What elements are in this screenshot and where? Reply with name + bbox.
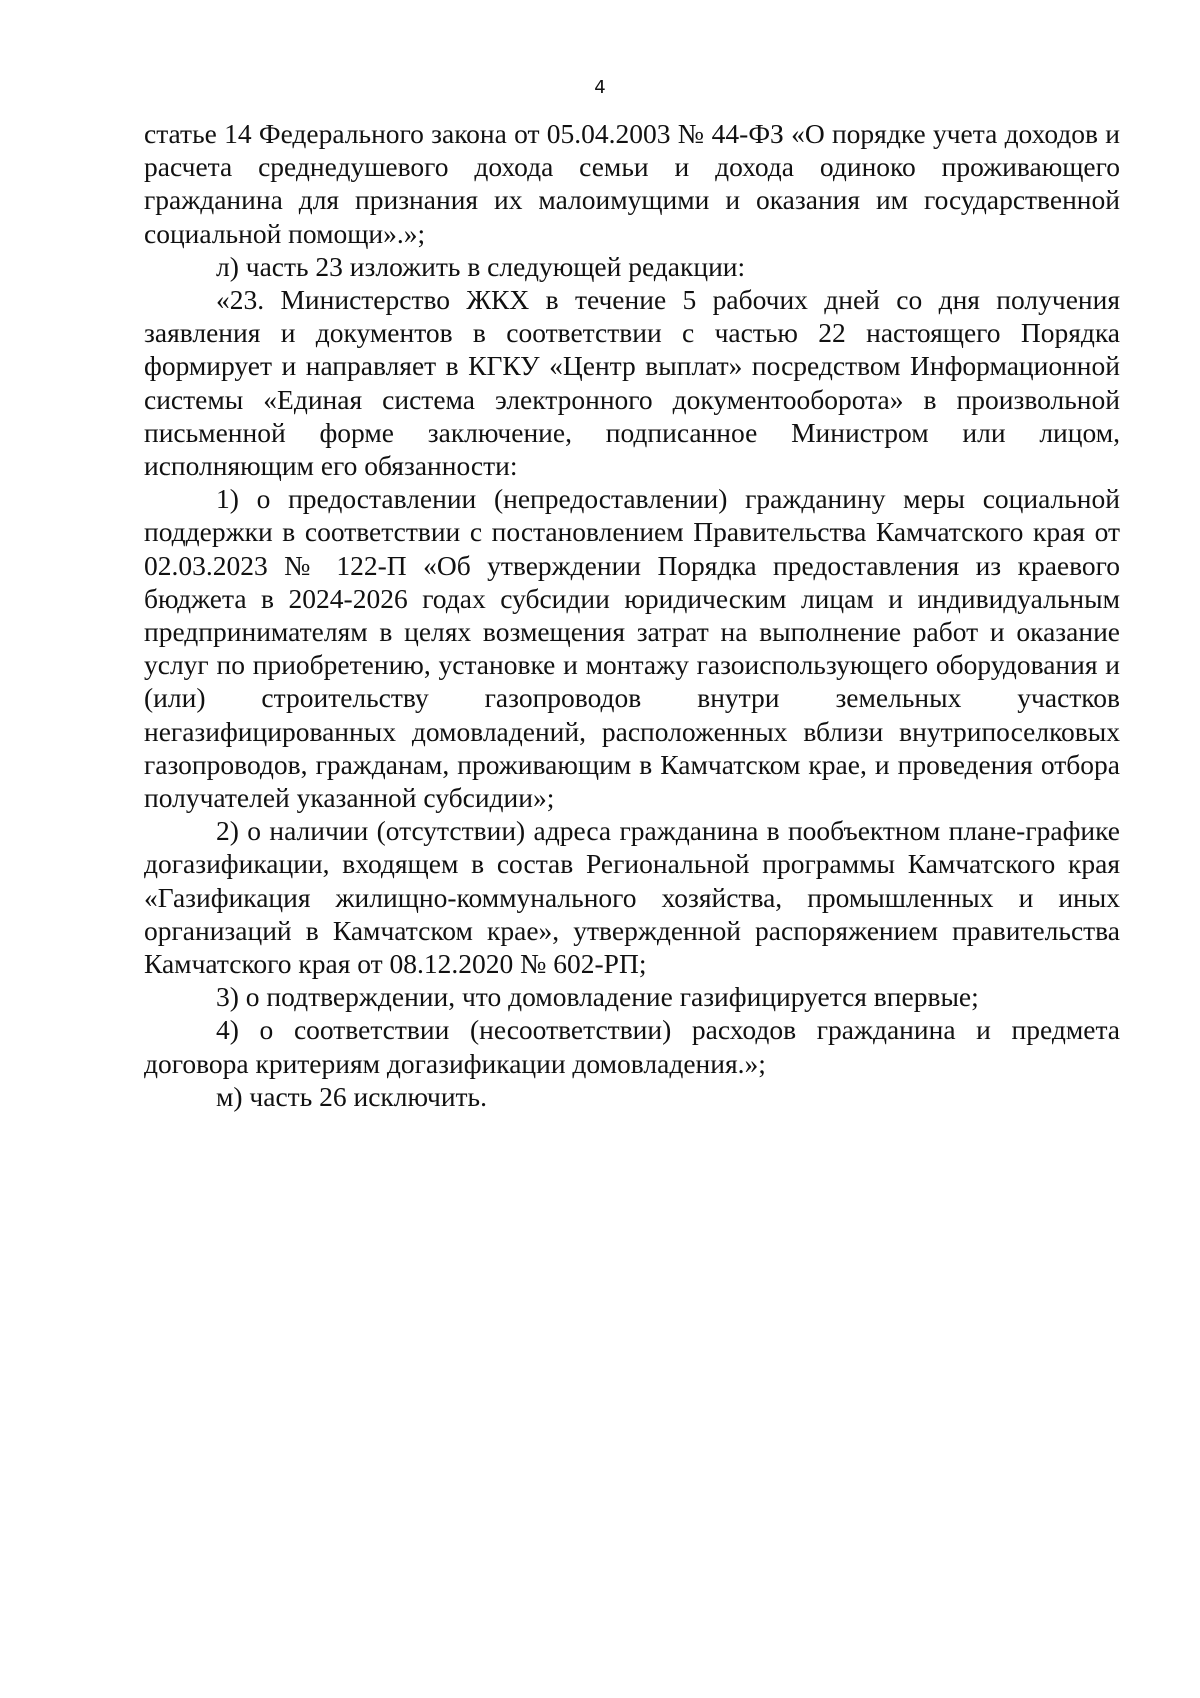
paragraph-item-m: м) часть 26 исключить. [216,1080,487,1112]
paragraph-part-23: «23. Министерство ЖКХ в течение 5 рабочих дней со дня получения заявления и документов в соответствии с частью 22 настоящего Порядка формирует и направляет в КГКУ «Центр выплат» посредством Информационной системы «Единая система электронного документооборота» в произвольной письменной форме заключение, подписанное Министром или лицом, исполняющим его обязанности: [144,284,1120,482]
paragraph-item-l: л) часть 23 изложить в следующей редакции: [216,250,746,282]
paragraph-subitem-1: 1) о предоставлении (непредоставлении) гражданину меры социальной поддержки в соответствии с постановлением Правительства Камчатского края от 02.03.2023 № 122-П «Об утверждении Порядка предоставления из краевого бюджета в 2024-2026 годах субсидии юридическим лицам и индивидуальным предпринимателям в целях возмещения затрат на выполнение работ и оказание услуг по приобретению, установке и монтажу газоиспользующего оборудования и (или) строительству газопроводов внутри земельных участков негазифицированных домовладений, расположенных вблизи внутрипоселковых газопроводов, гражданам, проживающим в Камчатском крае, и проведения отбора получателей указанной субсидии»; [144,483,1120,814]
page-number: 4 [594,77,606,98]
paragraph-subitem-2: 2) о наличии (отсутствии) адреса гражданина в пообъектном плане-графике догазификации, входящем в состав Региональной программы Камчатского края «Газификация жилищно-коммунального хозяйства, промышленных и иных организаций в Камчатском крае», утвержденной распоряжением правительства Камчатского края от 08.12.2020 № 602-РП; [144,815,1120,980]
paragraph-continuation: статье 14 Федерального закона от 05.04.2003 № 44-ФЗ «О порядке учета доходов и расчета среднедушевого дохода семьи и дохода одиноко проживающего гражданина для признания их малоимущими и оказания им государственной социальной помощи».»; [144,118,1120,249]
paragraph-subitem-3: 3) о подтверждении, что домовладение газифицируется впервые; [216,981,979,1013]
paragraph-subitem-4: 4) о соответствии (несоответствии) расходов гражданина и предмета договора критериям догазификации домовладения.»; [144,1014,1120,1079]
document-body [144,117,1120,1113]
